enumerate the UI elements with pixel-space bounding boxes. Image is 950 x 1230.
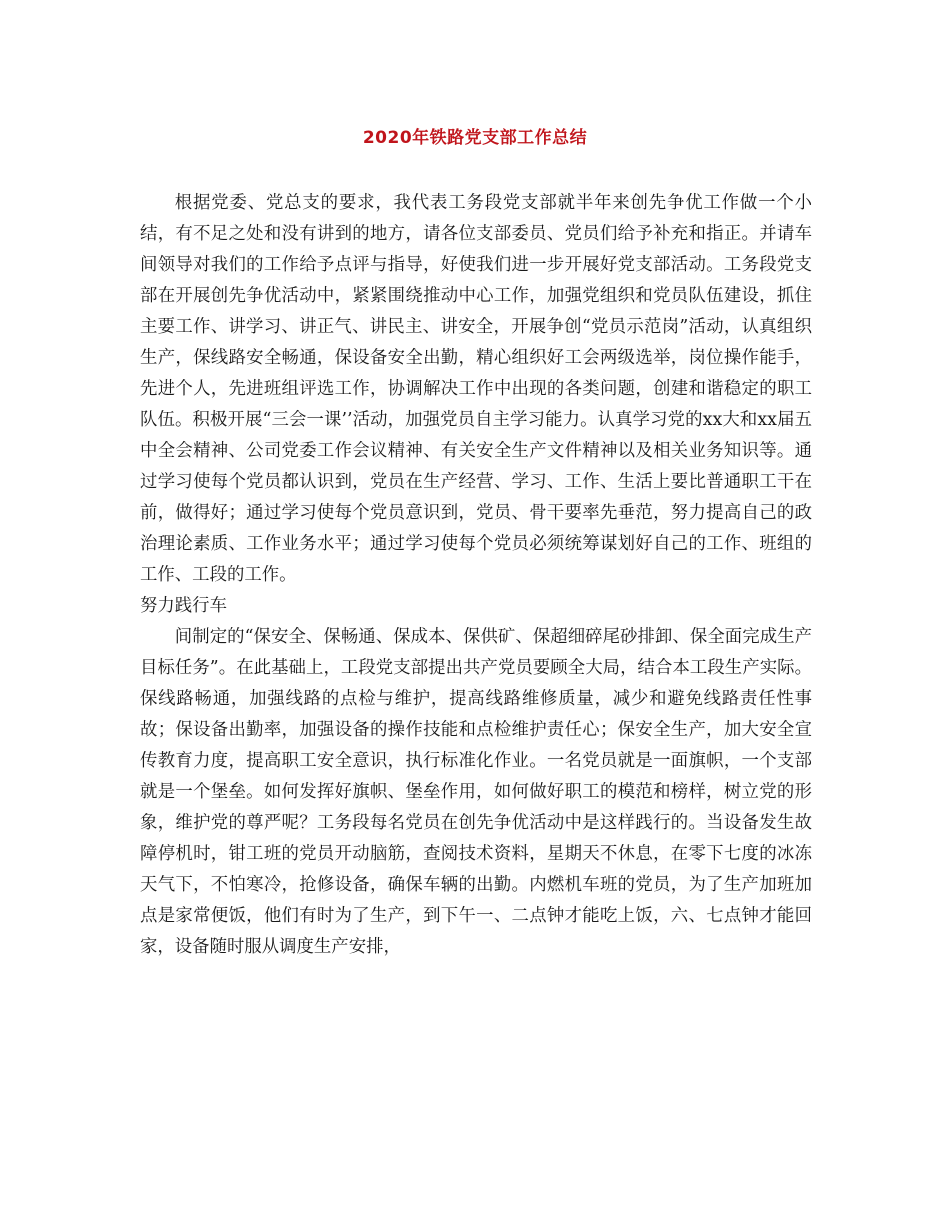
- document-title: 2020年铁路党支部工作总结: [362, 128, 588, 148]
- document-body: [140, 188, 812, 963]
- paragraph-2: 努力践行车: [140, 596, 227, 616]
- paragraph-1: 根据党委、党总支的要求，我代表工务段党支部就半年来创先争优工作做一个小结，有不足之处和没有讲到的地方，请各位支部委员、党员们给予补充和指正。并请车间领导对我们的工作给予点评与指导，好使我们进一步开展好党支部活动。工务段党支部在开展创先争优活动中，紧紧围绕推动中心工作，加强党组织和党员队伍建设，抓住主要工作、讲学习、讲正气、讲民主、讲安全，开展争创“党员示范岗”活动，认真组织生产，保线路安全畅通，保设备安全出勤，精心组织好工会两级选举，岗位操作能手，先进个人，先进班组评选工作，协调解决工作中出现的各类问题，创建和谐稳定的职工队伍。积极开展“三会一课’’活动，加强党员自主学习能力。认真学习党的xx大和xx届五中全会精神、公司党委工作会议精神、有关安全生产文件精神以及相关业务知识等。通过学习使每个党员都认识到，党员在生产经营、学习、工作、生活上要比普通职工干在前，做得好；通过学习使每个党员意识到，党员、骨干要率先垂范，努力提高自己的政治理论素质、工作业务水平；通过学习使每个党员必须统筹谋划好自己的工作、班组的工作、工段的工作。: [140, 193, 812, 585]
- paragraph-3: 间制定的“保安全、保畅通、保成本、保供矿、保超细碎尾砂排卸、保全面完成生产目标任务”。在此基础上，工段党支部提出共产党员要顾全大局，结合本工段生产实际。保线路畅通，加强线路的点检与维护，提高线路维修质量，减少和避免线路责任性事故；保设备出勤率，加强设备的操作技能和点检维护责任心；保安全生产，加大安全宣传教育力度，提高职工安全意识，执行标准化作业。一名党员就是一面旗帜，一个支部就是一个堡垒。如何发挥好旗帜、堡垒作用，如何做好职工的模范和榜样，树立党的形象，维护党的尊严呢？工务段每名党员在创先争优活动中是这样践行的。当设备发生故障停机时，钳工班的党员开动脑筋，查阅技术资料，星期天不休息，在零下七度的冰冻天气下，不怕寒冷，抢修设备，确保车辆的出勤。内燃机车班的党员，为了生产加班加点是家常便饭，他们有时为了生产，到下午一、二点钟才能吃上饭，六、七点钟才能回家，设备随时服从调度生产安排，: [140, 627, 812, 957]
